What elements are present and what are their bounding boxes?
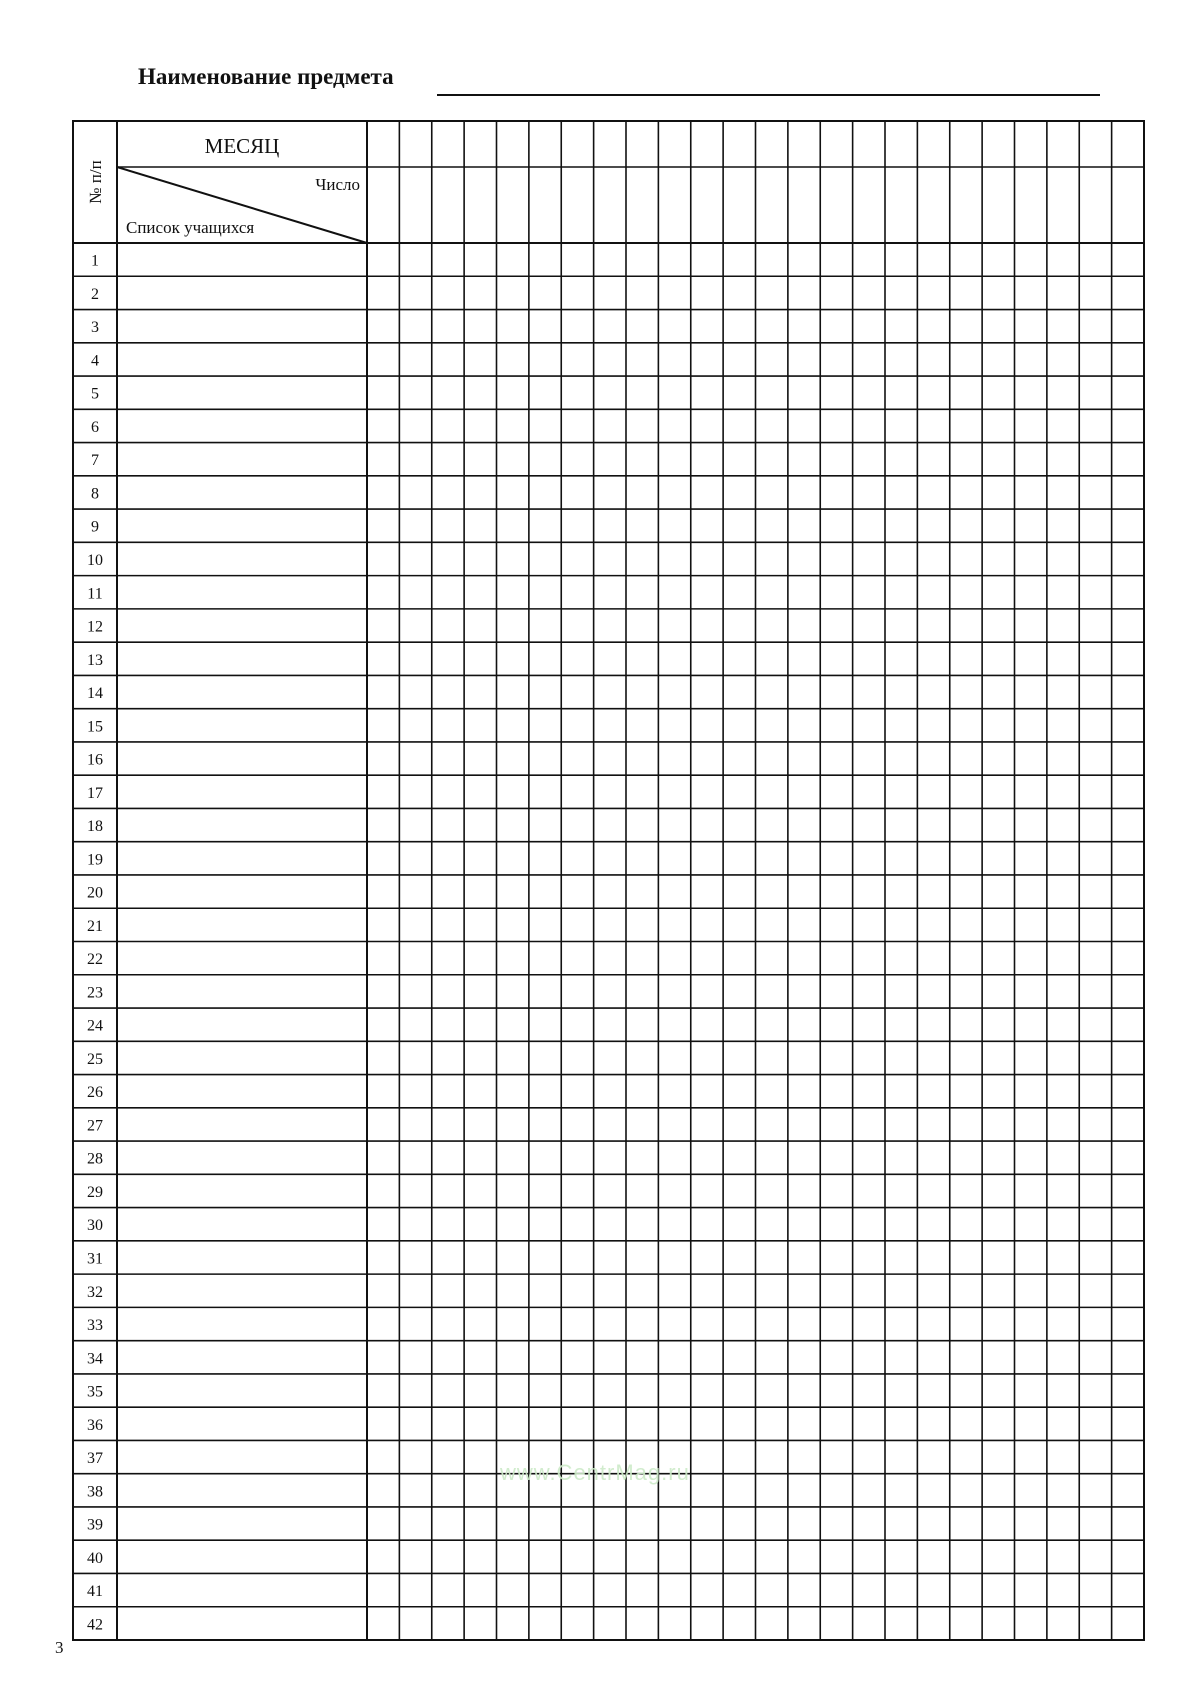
row-number: 13: [87, 651, 103, 669]
subject-title: Наименование предмета: [138, 64, 394, 89]
row-number: 42: [87, 1616, 103, 1634]
month-header: МЕСЯЦ: [204, 134, 280, 158]
row-number: 11: [87, 585, 103, 603]
row-number: 28: [87, 1150, 103, 1168]
row-number: 8: [91, 485, 99, 503]
table-border: [73, 121, 1144, 1640]
row-number: 16: [87, 751, 103, 769]
row-number: 3: [91, 319, 99, 337]
row-number: 21: [87, 917, 103, 935]
row-number: 15: [87, 718, 103, 736]
row-number: 41: [87, 1583, 103, 1601]
row-number: 7: [91, 452, 99, 470]
row-number: 12: [87, 618, 103, 636]
row-number: 30: [87, 1217, 103, 1235]
row-number: 35: [87, 1383, 103, 1401]
students-list-label: Список учащихся: [126, 218, 255, 237]
row-number: 1: [91, 252, 99, 270]
row-number: 18: [87, 818, 103, 836]
row-number: 31: [87, 1250, 103, 1268]
row-number: 17: [87, 784, 103, 802]
row-number: 20: [87, 884, 103, 902]
row-number: 38: [87, 1483, 103, 1501]
row-number: 19: [87, 851, 103, 869]
date-label: Число: [315, 175, 360, 194]
number-column-header: № п/п: [86, 160, 105, 204]
row-number: 34: [87, 1350, 103, 1368]
row-number: 10: [87, 551, 103, 569]
row-number: 14: [87, 685, 103, 703]
row-number: 40: [87, 1549, 103, 1567]
row-number: 24: [87, 1017, 103, 1035]
row-number: 32: [87, 1283, 103, 1301]
row-number: 39: [87, 1516, 103, 1534]
row-number: 4: [91, 352, 99, 370]
row-number: 25: [87, 1050, 103, 1068]
row-number: 33: [87, 1317, 103, 1335]
row-number: 22: [87, 951, 103, 969]
row-number: 29: [87, 1183, 103, 1201]
row-number: 26: [87, 1084, 103, 1102]
row-number: 36: [87, 1416, 103, 1434]
row-number: 37: [87, 1450, 103, 1468]
row-number: 2: [91, 285, 99, 303]
row-number: 23: [87, 984, 103, 1002]
row-number: 27: [87, 1117, 103, 1135]
page-number: 3: [55, 1638, 64, 1657]
watermark: www.CentrMag.ru: [500, 1460, 690, 1485]
row-number: 6: [91, 418, 99, 436]
row-number: 5: [91, 385, 99, 403]
row-number: 9: [91, 518, 99, 536]
